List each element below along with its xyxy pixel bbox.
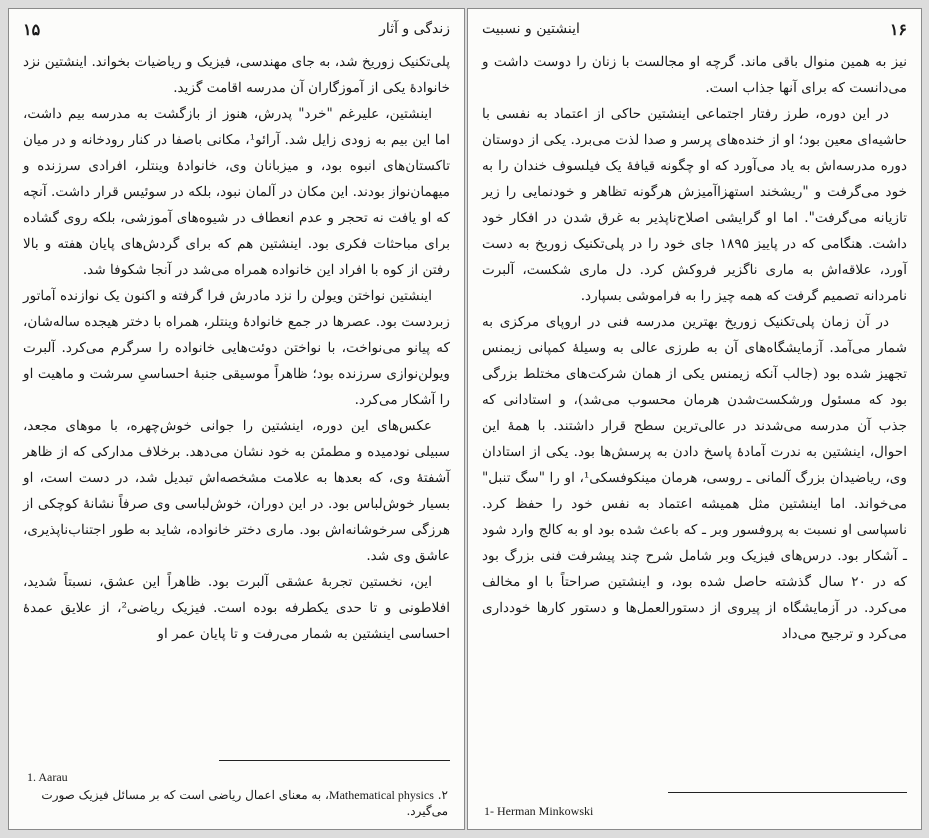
right-running-head: اینشتین و نسبیت (482, 21, 580, 37)
left-page-body (23, 49, 450, 647)
left-page-number: ۱۵ (23, 19, 41, 39)
footnote-divider (219, 760, 450, 761)
footnote-2-text: ، به معنای اعمال ریاضی است که بر مسائل فیزیک صورت می‌گیرد. (41, 788, 448, 818)
right-page-number: ۱۶ (889, 19, 907, 39)
paragraph: نیز به همین منوال باقی ماند. گرچه او مجالست با زنان را دوست داشت و می‌دانست که برای آنها جذاب است. (482, 54, 907, 96)
footnote-divider (668, 792, 907, 793)
footnote-2-number: ۲. (437, 788, 448, 802)
paragraph: اینشتین، علیرغم "خرد" پدرش، هنوز از بازگشت به مدرسه بیم داشت، اما این بیم به زودی زایل شد. آرائو¹، مکانی باصفا در کنار رودخانه و در میان تاکستان‌های انبوه بود، و میزبانان وی، خانوادهٔ وینتلر، افرادی سرزنده و میهمان‌نواز بودند. این مکان در آلمان نبود، بلکه در سوئیس قرار داشت. آنچه که او یافت نه تحجر و عدم انعطاف در شیوه‌های آموزشی، بلکه روی گشاده برای مباحثات فکری بود. اینشتین هم که برای گردش‌های پایان هفته و بالا رفتن از کوه با افراد این خانواده همراه می‌شد در آنجا شکوفا شد. (23, 106, 451, 278)
right-page-header (482, 17, 907, 41)
footnote-1: 1- Herman Minkowski (484, 804, 594, 818)
footnote-2 (25, 787, 448, 819)
paragraph: عکس‌های این دوره، اینشتین را جوانی خوش‌چهره، با موهای مجعد، سبیلی نودمیده و مطمئن به خود نشان می‌دهد. برخلاف مدارکی که از ظاهر آشفتهٔ وی، که بعدها به علامت مشخصه‌اش تبدیل شد، در دست است، او بسیار خوش‌لباس بود. در این دوران، خوش‌لباسی وی صرفاً نشانهٔ کوچکی از هرزگی سرخوشانه‌اش بود. ماری دختر خانواده، شاید به طور اجتناب‌ناپذیری، عاشق وی شد. (23, 418, 450, 564)
footnote-1: 1. Aarau (27, 770, 68, 784)
left-running-head: زندگی و آثار (379, 21, 450, 37)
left-page-header (23, 17, 450, 41)
right-page-body (482, 49, 907, 647)
paragraph: این، نخستین تجربهٔ عشقی آلبرت بود. ظاهراً این عشق، نسبتاً شدید، افلاطونی و تا حدی یکطرفه بوده است. فیزیک ریاضی²، از علایق عمدهٔ احساسی اینشتین به شمار می‌رفت و تا پایان عمر او (23, 574, 450, 642)
footnote-2-term: Mathematical physics (328, 788, 434, 802)
paragraph: در آن زمان پلی‌تکنیک زوریخ بهترین مدرسه فنی در اروپای مرکزی به شمار می‌آمد. آزمایشگاه‌های آن به طرزی عالی به وسیلهٔ کمپانی زیمنس تجهیز شده بود (جالب آنکه زیمنس یکی از همان شرکت‌های مختلط بزرگی بود که مسئول ورشکست‌شدن هرمان محسوب می‌شد)، و استادانی که جذب آن مدرسه می‌شدند در عالی‌ترین سطح قرار داشتند. با همهٔ این احوال، اینشتین به ندرت آمادهٔ پاسخ دادن به پرسش‌ها بود. یکی از استادان وی، ریاضیدان بزرگ آلمانی ـ روسی، هرمان مینکوفسکی¹، او را "سگ تنبل" می‌خواند. اما اینشتین مثل همیشه اعتماد به نفس خود را حفظ کرد. ناسپاسی او نسبت به پروفسور وبر ـ که باعث شده بود او به کالج وارد شود ـ آشکار بود. درس‌های فیزیک وبر شامل شرح چند پیشرفت فنی بزرگ بود که در ۲۰ سال گذشته حاصل شده بود، و اینشتین صراحتاً با او مخالف می‌کرد. در آزمایشگاه از پیروی از دستورالعمل‌ها و دستور کارها خودداری می‌کرد و ترجیح می‌داد (482, 314, 908, 642)
paragraph: اینشتین نواختن ویولن را نزد مادرش فرا گرفته و اکنون یک نوازنده آماتور زبردست بود. عصرها در جمع خانوادهٔ وینتلر، همراه با دختر هیجده ساله‌شان، که پیانو می‌نواخت، با نواختن دوئت‌هایی خانواده را سرگرم می‌کرد. آلبرت ویولن‌نوازی سرزنده بود؛ ظاهراً موسیقی جنبهٔ احساسیِ سرشت و ماهیت او را آشکار می‌کرد. (23, 288, 450, 408)
paragraph: در این دوره، طرز رفتار اجتماعی اینشتین حاکی از اعتماد به نفسی با حاشیه‌ای معین بود؛ او از خنده‌های پرسر و صدا لذت می‌برد. یکی از دوستان دوره مدرسه‌اش به یاد می‌آورد که او چگونه قیافهٔ یک فیلسوف خندان را به خود می‌گرفت و "ریشخند استهزاآمیزش هرگونه تظاهر و خودنمایی را زیر تازیانه می‌گرفت". اما او گرایشی اصلاح‌ناپذیر به غرق شدن در افکار خود داشت. هنگامی که در پاییز ۱۸۹۵ جای خود را در پلی‌تکنیک زوریخ به دست آورد، علاقه‌اش به ماری ناگزیر فروکش کرد. دل ماری شکست، آلبرت نامردانه تصمیم گرفت که همه چیز را به فراموشی بسپارد. (482, 106, 907, 304)
right-page (467, 8, 922, 830)
left-page (8, 8, 465, 830)
paragraph: پلی‌تکنیک زوریخ شد، به جای مهندسی، فیزیک و ریاضیات بخواند. اینشتین نزد خانوادهٔ یکی از آموزگاران آن مدرسه اقامت گزید. (23, 54, 450, 96)
